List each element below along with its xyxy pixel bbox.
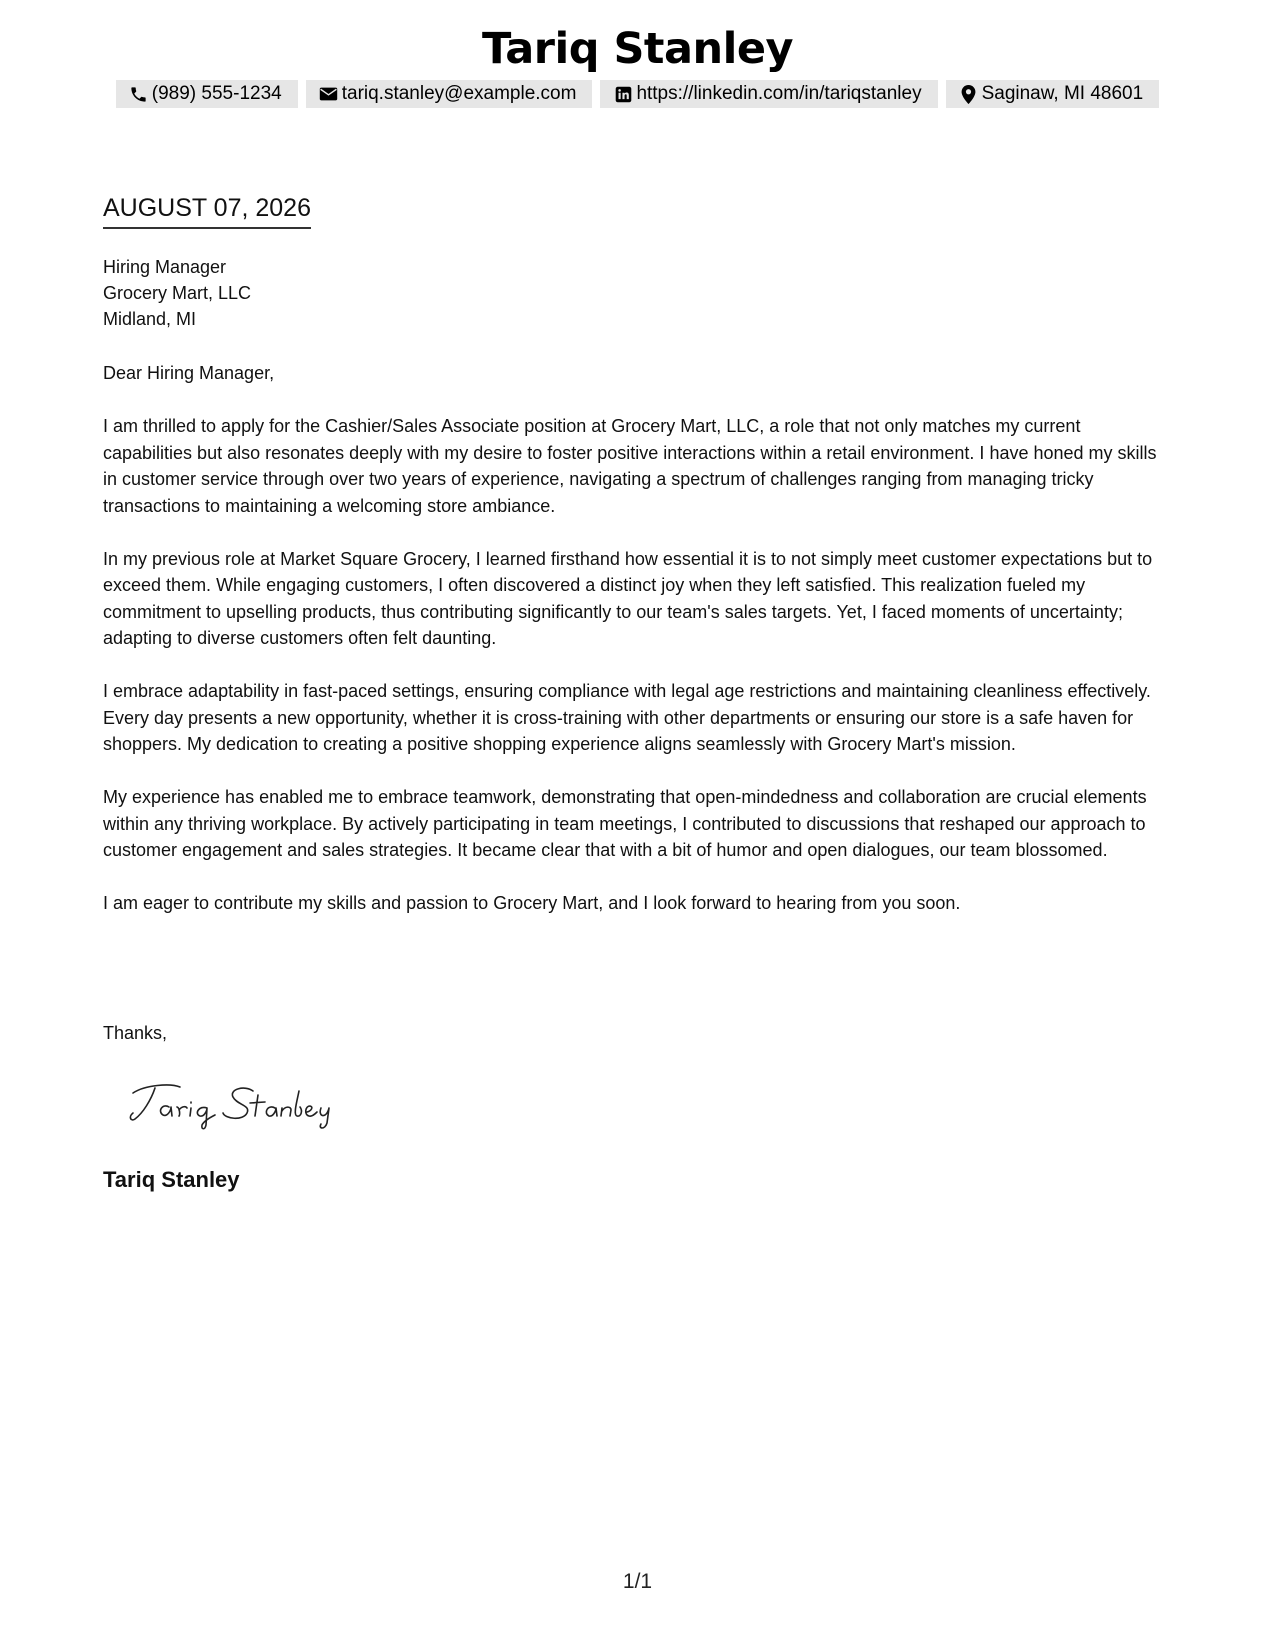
applicant-name-title: Tariq Stanley: [481, 24, 794, 74]
body-paragraph: I am eager to contribute my skills and passion to Grocery Mart, and I look forward to hearing from you soon.: [103, 893, 961, 913]
phone-chip[interactable]: [116, 80, 298, 108]
page-number: 1/1: [622, 1570, 653, 1593]
recipient-block: [103, 254, 251, 332]
recipient-title: Hiring Manager: [103, 257, 227, 277]
linkedin-chip[interactable]: [600, 80, 937, 108]
body-paragraph: I am thrilled to apply for the Cashier/Sales Associate position at Grocery Mart, LLC, a role that not only matches my current capabilities but also resonates deeply with my desire to foster positive interactions within a retail environment. I have honed my skills in customer service through over two years of experience, navigating a spectrum of challenges ranging from managing tricky transactions to maintaining a welcoming store ambiance.: [103, 416, 1157, 516]
recipient-location: Midland, MI: [103, 309, 197, 329]
signer-name: Tariq Stanley: [103, 1167, 240, 1192]
contact-info-bar: [0, 80, 1275, 108]
salutation: Dear Hiring Manager,: [103, 363, 275, 383]
recipient-company: Grocery Mart, LLC: [103, 283, 252, 303]
phone-icon: [129, 84, 149, 104]
linkedin-icon: [613, 84, 633, 104]
letter-body: [103, 360, 1173, 943]
location-chip[interactable]: [946, 80, 1160, 108]
body-paragraph: I embrace adaptability in fast-paced settings, ensuring compliance with legal age restrictions and maintaining cleanliness effectively. Every day presents a new opportunity, whether it is cross-training with other departments or ensuring our store is a safe haven for shoppers. My dedication to creating a positive shopping experience aligns seamlessly with Grocery Mart's mission.: [103, 681, 1151, 754]
location-text: Saginaw, MI 48601: [981, 83, 1144, 104]
email-text: tariq.stanley@example.com: [341, 83, 577, 104]
handwritten-signature: [125, 1075, 345, 1135]
envelope-icon: [319, 84, 339, 104]
closing: Thanks,: [103, 1023, 168, 1043]
body-paragraph: In my previous role at Market Square Grocery, I learned firsthand how essential it is to not simply meet customer expectations but to exceed them. While engaging customers, I often discovered a distinct joy when they left satisfied. This realization fueled my commitment to upselling products, thus contributing significantly to our team's sales targets. Yet, I faced moments of uncertainty; adapting to diverse customers often felt daunting.: [103, 548, 1153, 648]
phone-text: (989) 555-1234: [151, 83, 282, 104]
body-paragraph: My experience has enabled me to embrace teamwork, demonstrating that open-mindedness and collaboration are crucial elements within any thriving workplace. By actively participating in team meetings, I contributed to discussions that reshaped our approach to customer engagement and sales strategies. It became clear that with a bit of humor and open dialogues, our team blossomed.: [103, 787, 1147, 860]
map-pin-icon: [959, 84, 979, 104]
email-chip[interactable]: [306, 80, 593, 108]
letter-date: AUGUST 07, 2026: [103, 191, 311, 229]
linkedin-text: https://linkedin.com/in/tariqstanley: [636, 83, 922, 104]
